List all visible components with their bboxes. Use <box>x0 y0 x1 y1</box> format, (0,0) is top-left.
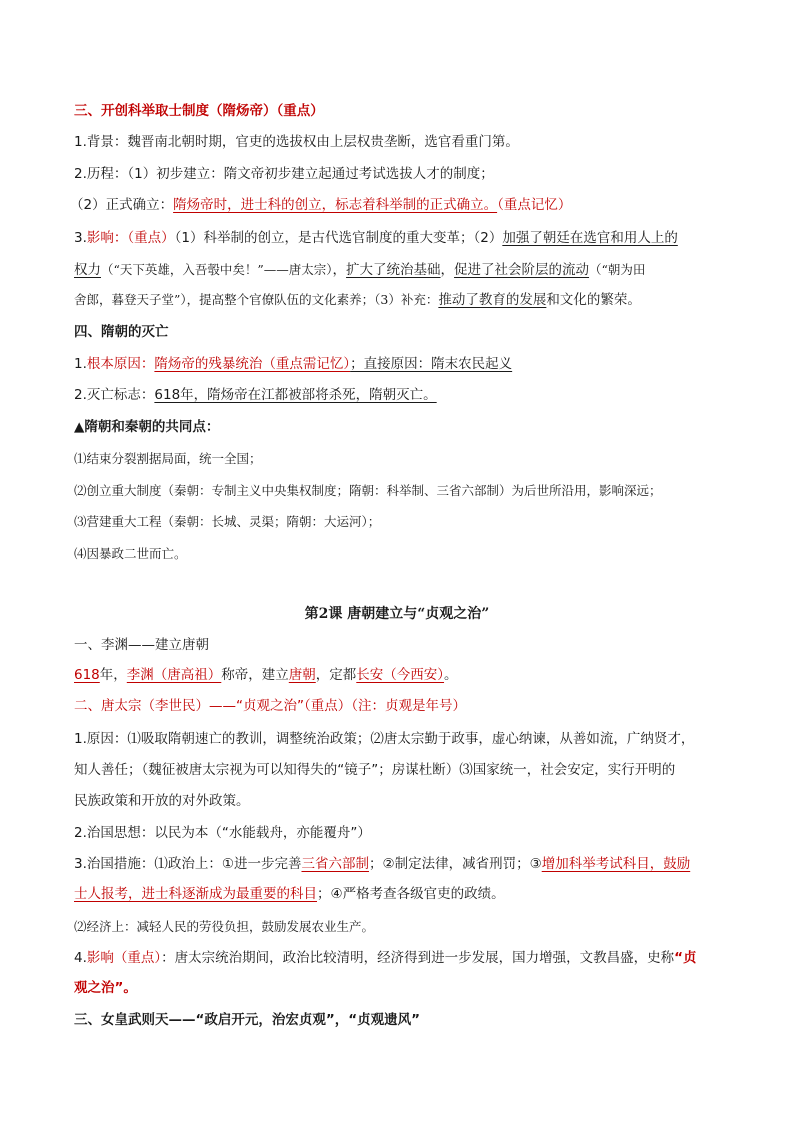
section-heading-fall: 四、隋朝的灭亡 <box>74 324 169 340</box>
reason-line-3: 民族政策和开放的对外政策。 <box>74 793 250 809</box>
reason-line-2: 知人善任；（魏征被唐太宗视为可以知得失的“镜子”；房谋杜断）⑶国家统一，社会安定，实行开明的 <box>74 762 676 778</box>
impact-label: 影响：（重点） <box>86 230 175 246</box>
course-line: 2.历程：（1）初步建立：隋文帝初步建立起通过考试选拔人才的制度； <box>74 166 494 182</box>
impact2-line-1: 4.影响（重点）：唐太宗统治期间，政治比较清明，经济得到进一步发展，国力增强，文教昌盛，史称“贞 <box>74 950 697 966</box>
section-heading-keju: 三、开创科举取士制度（隋炀帝）（重点） <box>74 103 324 119</box>
liyuan-line: 618年，李渊（唐高祖）称帝，建立唐朝，定都长安（今西安）。 <box>74 667 458 683</box>
econ-line: ⑵经济上：减轻人民的劳役负担，鼓励发展农业生产。 <box>74 919 375 934</box>
highlight-jinshi: 隋炀帝时，进士科的创立，标志着科举制的正式确立。 <box>173 197 498 213</box>
reason-line-1: 1.原因：⑴吸取隋朝速亡的教训，调整统治政策；⑵唐太宗勤于政事，虚心纳谏，从善如流，广纳贤才， <box>74 731 695 747</box>
end-line: 2.灭亡标志：618年，隋炀帝在江都被部将杀死，隋朝灭亡。 <box>74 387 437 403</box>
section-heading-wuzetian: 三、女皇武则天——“政启开元，治宏贞观”，“贞观遗风” <box>74 1012 420 1028</box>
formal-establish-line: （2）正式确立：隋炀帝时，进士科的创立，标志着科举制的正式确立。（重点记忆） <box>70 197 572 213</box>
common-item: ⑶营建重大工程（秦朝：长城、灵渠；隋朝：大运河）； <box>74 514 381 529</box>
common-item: ⑷因暴政二世而亡。 <box>74 546 187 561</box>
impact2-line-2: 观之治”。 <box>74 980 137 996</box>
thought-line: 2.治国思想：以民为本（“水能载舟，亦能覆舟”） <box>74 825 371 841</box>
section-heading-liyuan: 一、李渊——建立唐朝 <box>74 637 209 653</box>
common-item: ⑴结束分裂割据局面，统一全国； <box>74 451 262 466</box>
cause-line: 1.根本原因：隋炀帝的残暴统治（重点需记忆）；直接原因：隋末农民起义 <box>74 356 513 372</box>
impact-line-3: 舍郎，暮登天子堂”），提高整个官僚队伍的文化素养；（3）补充：推动了教育的发展和文化的繁荣。 <box>74 292 641 308</box>
common-heading: ▲隋朝和秦朝的共同点： <box>74 419 220 435</box>
lesson-title: 第2课 唐朝建立与“贞观之治” <box>304 606 490 622</box>
measure-line-2: 士人报考，进士科逐渐成为最重要的科目；④严格考查各级官吏的政绩。 <box>74 886 505 902</box>
impact-line-1: 3.影响：（重点）（1）科举制的创立，是古代选官制度的重大变革；（2）加强了朝廷在选官和用人上的 <box>74 230 678 246</box>
impact-line-2: 权力（“天下英雄，入吾彀中矣！”——唐太宗），扩大了统治基础，促进了社会阶层的流动（“朝为田 <box>74 262 646 278</box>
common-item: ⑵创立重大制度（秦朝：专制主义中央集权制度；隋朝：科举制、三省六部制）为后世所沿用，影响深远； <box>74 483 662 498</box>
measure-line-1: 3.治国措施：⑴政治上：①进一步完善三省六部制；②制定法律，减省刑罚；③增加科举考试科目，鼓励 <box>74 856 691 872</box>
background-line: 1.背景：魏晋南北朝时期，官吏的选拔权由上层权贵垄断，选官看重门第。 <box>74 134 519 150</box>
section-heading-taizong: 二、唐太宗（李世民）——“贞观之治”（重点）（注：贞观是年号） <box>74 698 466 714</box>
